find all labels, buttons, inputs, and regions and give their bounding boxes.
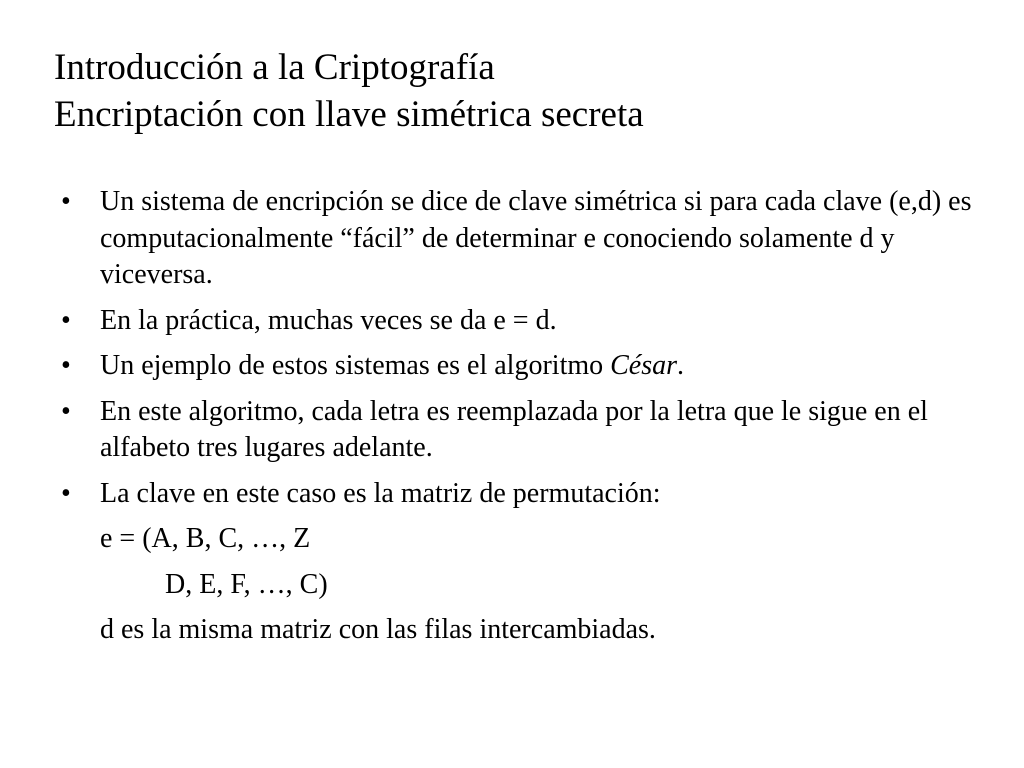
bullet-icon: • <box>61 395 71 427</box>
closing-line: d es la misma matriz con las filas intercambiadas. <box>100 614 656 645</box>
bullet-item <box>61 348 981 385</box>
bullet-text: En la práctica, muchas veces se da e = d. <box>100 304 557 336</box>
bullet-icon: • <box>61 350 71 381</box>
bullet-item <box>61 303 981 340</box>
bullet-text: Un ejemplo de estos sistemas es el algoritmo <box>100 350 611 381</box>
matrix-line-1: e = (A, B, C, …, Z <box>100 523 311 554</box>
title-line-2: Encriptación con llave simétrica secreta <box>54 94 644 135</box>
bullet-item <box>61 394 981 467</box>
matrix-line-2: D, E, F, …, C) <box>165 568 328 600</box>
bullet-icon: • <box>61 477 71 509</box>
bullet-text: Un sistema de encripción se dice de clave simétrica si para cada clave (e,d) es computacionalmente “fácil” de determinar e conociendo solamente d y viceversa. <box>100 186 972 290</box>
bullet-text-end: . <box>677 350 685 381</box>
bullet-icon: • <box>61 186 71 217</box>
bullet-text: La clave en este caso es la matriz de permutación: <box>100 477 661 509</box>
slide-body <box>61 184 981 658</box>
bullet-text: En este algoritmo, cada letra es reemplazada por la letra que le sigue en el alfabeto tres lugares adelante. <box>100 395 928 463</box>
bullet-icon: • <box>61 304 71 336</box>
bullet-item <box>61 184 981 294</box>
bullet-text-italic: César <box>610 350 678 381</box>
bullet-item <box>61 476 981 513</box>
title-line-1: Introducción a la Criptografía <box>54 47 495 88</box>
slide-title <box>54 44 994 138</box>
